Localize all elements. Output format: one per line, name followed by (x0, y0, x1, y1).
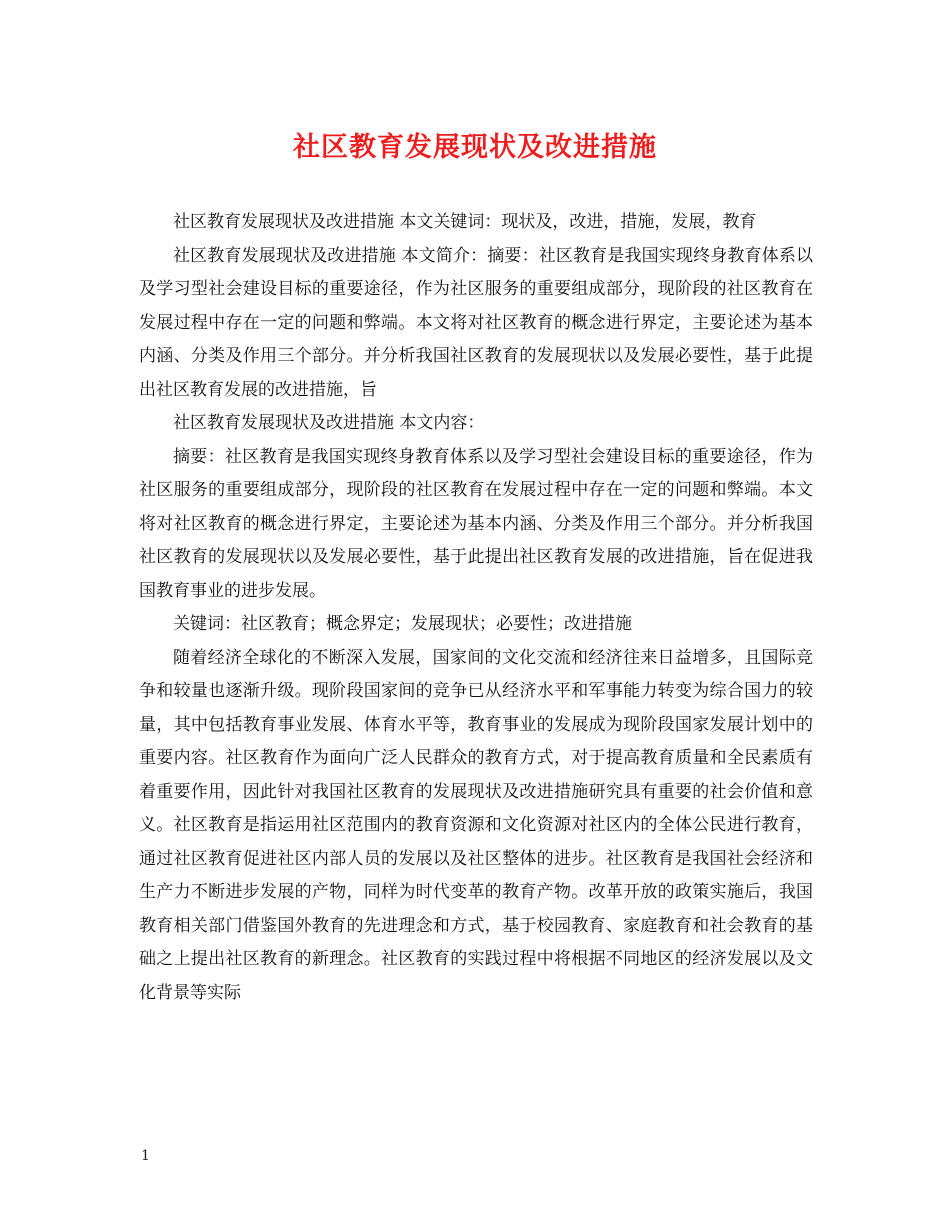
paragraph-keywords: 关键词：社区教育；概念界定；发展现状；必要性；改进措施 (173, 614, 632, 634)
paragraph-abstract: 摘要：社区教育是我国实现终身教育体系以及学习型社会建设目标的重要途径，作为社区服务的重要组成部分，现阶段的社区教育在发展过程中存在一定的问题和弊端。本文将对社区教育的概念进行界定，主要论述为基本内涵、分类及作用三个部分。并分析我国社区教育的发展现状以及发展必要性，基于此提出社区教育发展的改进措施，旨在促进我国教育事业的进步发展。 (139, 446, 813, 601)
paragraph-brief: 社区教育发展现状及改进措施 本文简介：摘要：社区教育是我国实现终身教育体系以及学习型社会建设目标的重要途径，作为社区服务的重要组成部分，现阶段的社区教育在发展过程中存在一定的问题和弊端。本文将对社区教育的概念进行界定，主要论述为基本内涵、分类及作用三个部分。并分析我国社区教育的发展现状以及发展必要性，基于此提出社区教育发展的改进措施，旨 (139, 245, 813, 400)
page-title: 社区教育发展现状及改进措施 (293, 132, 657, 163)
paragraph-content-heading: 社区教育发展现状及改进措施 本文内容： (173, 413, 485, 433)
page-number: 1 (141, 1148, 150, 1164)
paragraph-keywords-summary: 社区教育发展现状及改进措施 本文关键词：现状及，改进，措施，发展，教育 (173, 212, 757, 232)
document-body (139, 206, 813, 1010)
paragraph-introduction: 随着经济全球化的不断深入发展，国家间的文化交流和经济往来日益增多，且国际竞争和较量也逐渐升级。现阶段国家间的竞争已从经济水平和军事能力转变为综合国力的较量，其中包括教育事业发展、体育水平等，教育事业的发展成为现阶段国家发展计划中的重要内容。社区教育作为面向广泛人民群众的教育方式，对于提高教育质量和全民素质有着重要作用，因此针对我国社区教育的发展现状及改进措施研究具有重要的社会价值和意义。社区教育是指运用社区范围内的教育资源和文化资源对社区内的全体公民进行教育，通过社区教育促进社区内部人员的发展以及社区整体的进步。社区教育是我国社会经济和生产力不断进步发展的产物，同样为时代变革的教育产物。改革开放的政策实施后，我国教育相关部门借鉴国外教育的先进理念和方式，基于校园教育、家庭教育和社会教育的基础之上提出社区教育的新理念。社区教育的实践过程中将根据不同地区的经济发展以及文化背景等实际 (139, 647, 813, 1003)
